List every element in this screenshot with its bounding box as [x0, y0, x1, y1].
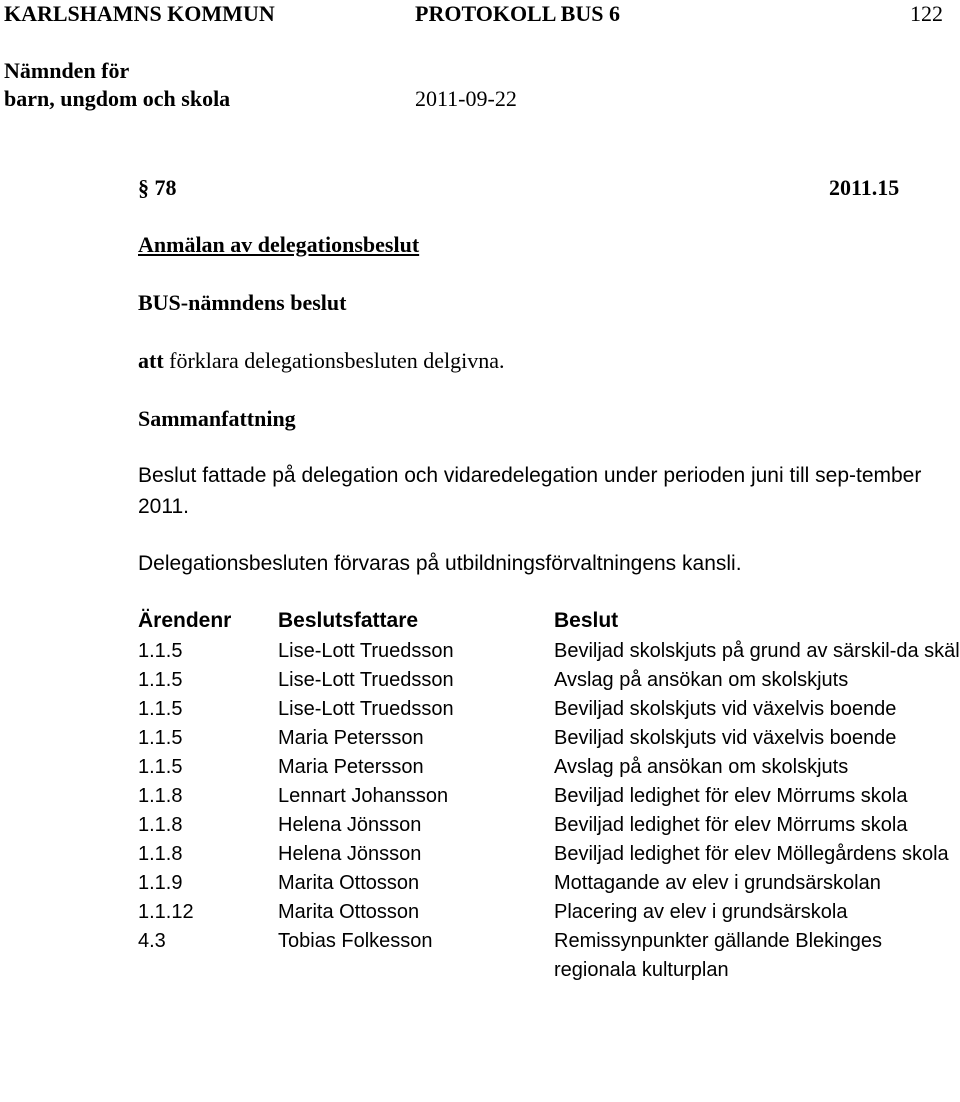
- cell-decision: Beviljad ledighet för elev Möllegårdens skola: [554, 843, 949, 865]
- table-row: [138, 782, 960, 811]
- table-row: [138, 869, 960, 898]
- cell-case-number: 1.1.12: [138, 901, 194, 923]
- cell-decision: Mottagande av elev i grundsärskolan: [554, 872, 881, 894]
- table-row: [138, 898, 960, 927]
- cell-case-number: 4.3: [138, 930, 166, 952]
- cell-decision-maker: Helena Jönsson: [278, 843, 422, 865]
- cell-decision-maker: Marita Ottosson: [278, 872, 420, 894]
- decision-text: [138, 348, 505, 374]
- case-number: 2011.15: [829, 175, 900, 200]
- cell-decision-maker: Lise-Lott Truedsson: [278, 669, 454, 691]
- decision-text-bold: att: [138, 348, 164, 373]
- cell-decision: Avslag på ansökan om skolskjuts: [554, 669, 849, 691]
- column-header-decision-maker: Beslutsfattare: [278, 609, 419, 632]
- committee-name-line1: Nämnden för: [4, 58, 130, 83]
- cell-decision: Remissynpunkter gällande Blekinges regionala kulturplan: [554, 930, 882, 981]
- column-header-decision: Beslut: [554, 609, 619, 632]
- cell-decision: Beviljad skolskjuts på grund av särskil-da skäl: [554, 640, 960, 662]
- cell-case-number: 1.1.5: [138, 727, 183, 749]
- table-row: [138, 666, 960, 695]
- table-header-row: [138, 604, 960, 637]
- cell-decision: Avslag på ansökan om skolskjuts: [554, 756, 849, 778]
- municipality-name: KARLSHAMNS KOMMUN: [4, 1, 275, 26]
- table-row: [138, 811, 960, 840]
- page-number: 122: [910, 1, 943, 26]
- cell-case-number: 1.1.5: [138, 669, 183, 691]
- cell-decision: Beviljad ledighet för elev Mörrums skola: [554, 785, 908, 807]
- cell-decision: Beviljad skolskjuts vid växelvis boende: [554, 698, 897, 720]
- cell-decision-maker: Maria Petersson: [278, 727, 424, 749]
- table-row: [138, 840, 960, 869]
- cell-decision-maker: Lise-Lott Truedsson: [278, 698, 454, 720]
- cell-decision: Beviljad skolskjuts vid växelvis boende: [554, 727, 897, 749]
- cell-decision-maker: Lennart Johansson: [278, 785, 449, 807]
- decision-heading: BUS-nämndens beslut: [138, 290, 347, 315]
- cell-decision: Beviljad ledighet för elev Mörrums skola: [554, 814, 908, 836]
- section-title: Anmälan av delegationsbeslut: [138, 232, 420, 257]
- committee-name-line2: barn, ungdom och skola: [4, 86, 231, 111]
- table-row: [138, 753, 960, 782]
- cell-decision-maker: Maria Petersson: [278, 756, 424, 778]
- table-row: [138, 927, 960, 985]
- summary-paragraph-1: Beslut fattade på delegation och vidaredelegation under perioden juni till sep-tember 2011.: [138, 464, 922, 518]
- column-header-case-number: Ärendenr: [138, 609, 232, 632]
- cell-case-number: 1.1.8: [138, 843, 183, 865]
- cell-case-number: 1.1.8: [138, 814, 183, 836]
- cell-decision: Placering av elev i grundsärskola: [554, 901, 848, 923]
- cell-case-number: 1.1.9: [138, 872, 183, 894]
- decision-text-rest: förklara delegationsbesluten delgivna.: [163, 348, 505, 373]
- cell-decision-maker: Lise-Lott Truedsson: [278, 640, 454, 662]
- decision-table: [138, 604, 960, 985]
- table-body: [138, 637, 960, 985]
- paragraph-number: § 78: [138, 175, 177, 200]
- cell-case-number: 1.1.5: [138, 698, 183, 720]
- cell-decision-maker: Tobias Folkesson: [278, 930, 433, 952]
- table-row: [138, 724, 960, 753]
- cell-decision-maker: Helena Jönsson: [278, 814, 422, 836]
- summary-heading: Sammanfattning: [138, 406, 296, 431]
- table-row: [138, 695, 960, 724]
- summary-paragraph-2: Delegationsbesluten förvaras på utbildningsförvaltningens kansli.: [138, 552, 742, 575]
- table-row: [138, 637, 960, 666]
- cell-case-number: 1.1.5: [138, 640, 183, 662]
- cell-case-number: 1.1.8: [138, 785, 183, 807]
- cell-case-number: 1.1.5: [138, 756, 183, 778]
- protocol-title: PROTOKOLL BUS 6: [415, 1, 620, 26]
- cell-decision-maker: Marita Ottosson: [278, 901, 420, 923]
- meeting-date: 2011-09-22: [415, 86, 517, 111]
